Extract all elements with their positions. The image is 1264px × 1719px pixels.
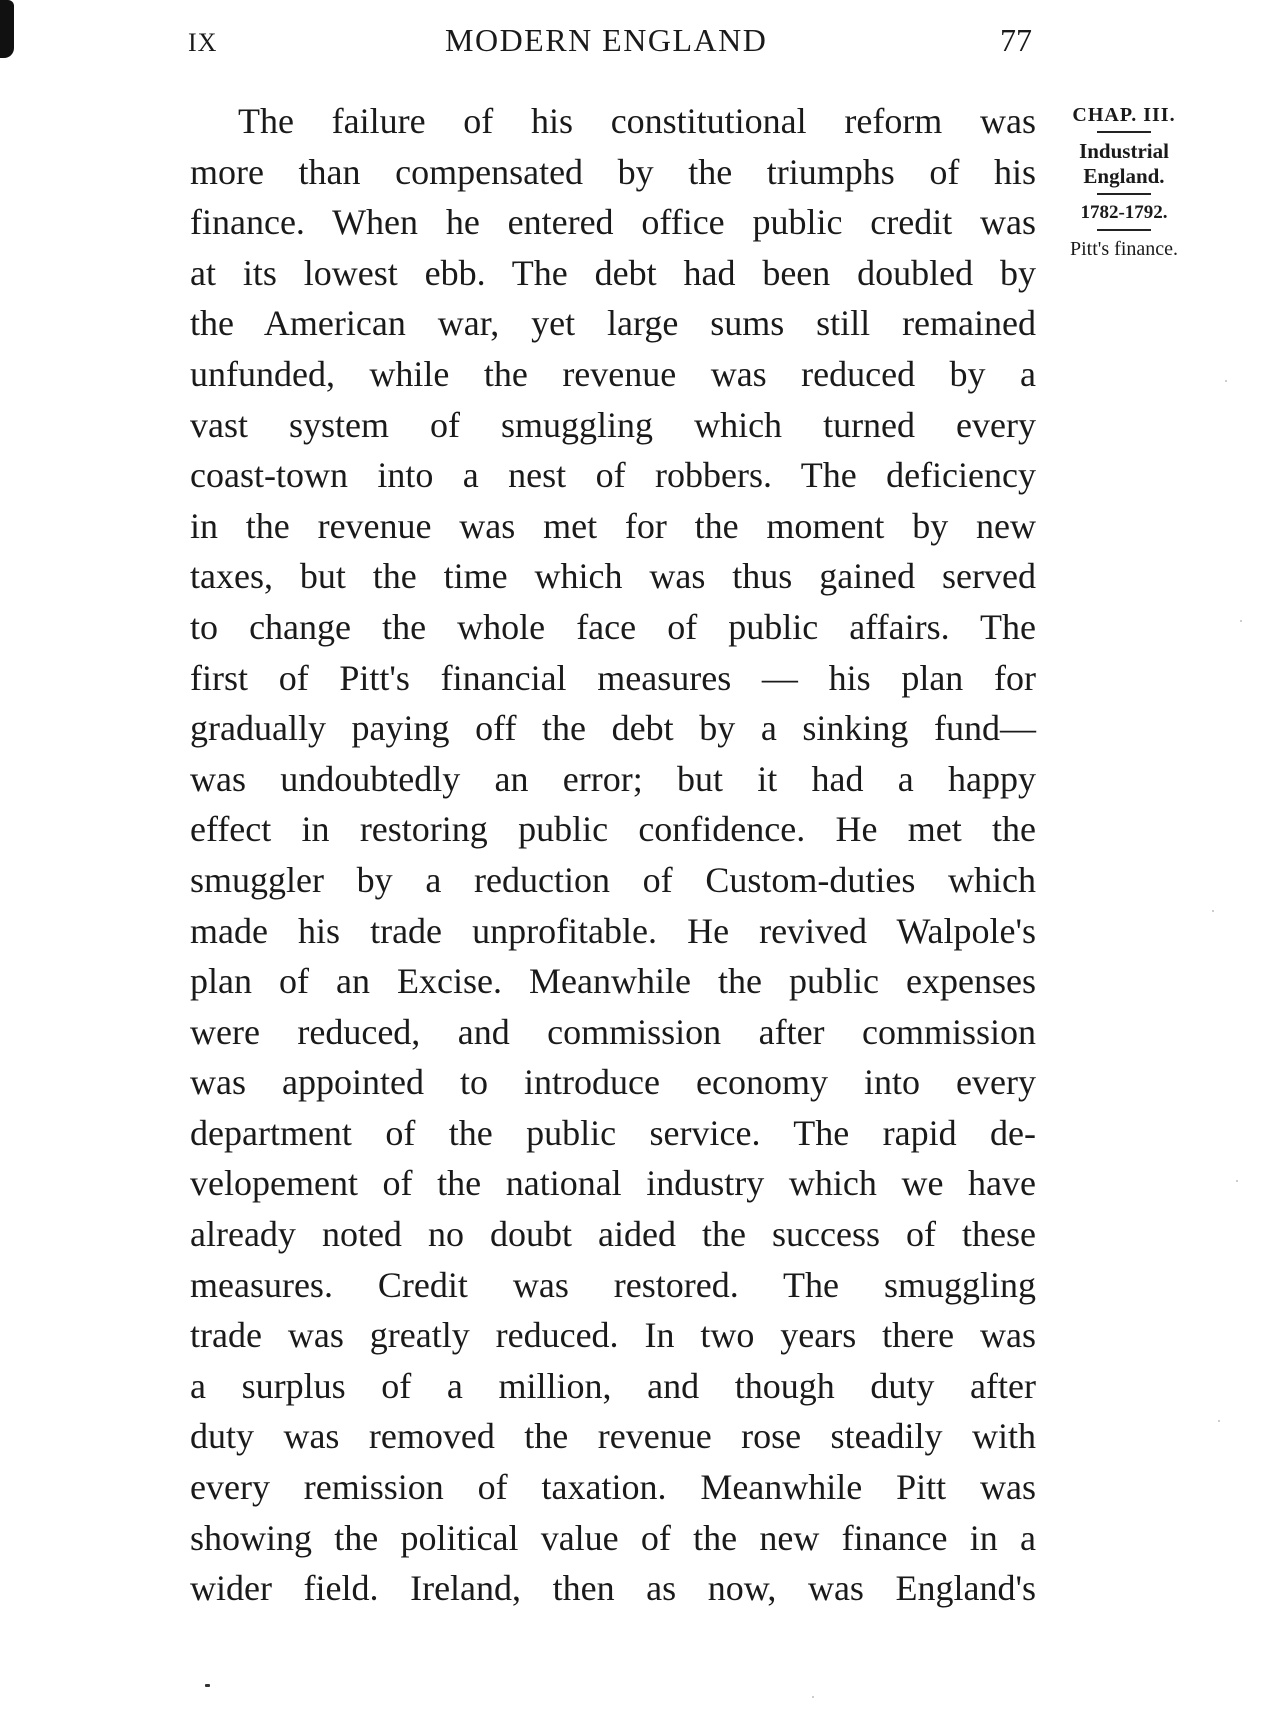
text-line: first of Pitt's financial measures — his plan for [190,657,1036,698]
text-line: trade was greatly reduced. In two years there was [190,1315,1036,1356]
text-line: coast-town into a nest of robbers. The deficiency [190,455,1036,496]
scan-speck [812,1696,814,1698]
scan-speck [205,1684,210,1687]
text-line: department of the public service. The rapid de- [190,1112,1036,1153]
text-line: unfunded, while the revenue was reduced by a [190,353,1036,394]
margin-topic: Pitt's finance. [1069,238,1179,260]
text-line: vast system of smuggling which turned every [190,404,1036,445]
scan-speck [1212,910,1214,912]
text-line: taxes, but the time which was thus gained served [190,556,1036,597]
scan-speck [1240,620,1242,622]
text-line: already noted no doubt aided the success of these [190,1214,1036,1255]
text-line: smuggler by a reduction of Custom-duties which [190,859,1036,900]
text-line: measures. Credit was restored. The smuggling [190,1264,1036,1305]
text-line: more than compensated by the triumphs of his [190,151,1036,192]
text-line: wider field. Ireland, then as now, was England's [190,1568,1036,1609]
margin-chapter: CHAP. III. [1072,104,1176,126]
text-line: was appointed to introduce economy into every [190,1062,1036,1103]
scan-speck [1236,1180,1238,1182]
scan-speck [1218,1420,1220,1422]
text-line: plan of an Excise. Meanwhile the public expenses [190,961,1036,1002]
margin-section: Industrial England. [1079,139,1169,188]
text-line: every remission of taxation. Meanwhile Pitt was [190,1467,1036,1508]
text-line: The failure of his constitutional reform was [238,101,1036,141]
page-header [0,22,1264,62]
text-line: velopement of the national industry which we have [190,1163,1036,1204]
margin-notes [1054,104,1194,261]
text-line: made his trade unprofitable. He revived Walpole's [190,910,1036,951]
page-number: 77 [1000,22,1032,58]
text-line: the American war, yet large sums still remained [190,303,1036,344]
margin-divider [1097,229,1151,231]
margin-divider [1097,131,1151,133]
text-line: finance. When he entered office public credit was [190,202,1036,243]
text-line: showing the political value of the new finance in a [190,1517,1036,1558]
margin-divider [1097,193,1151,195]
scan-speck [1225,380,1227,382]
text-line: in the revenue was met for the moment by new [190,505,1036,546]
text-line: was undoubtedly an error; but it had a happy [190,758,1036,799]
text-line: at its lowest ebb. The debt had been doubled by [190,252,1036,293]
body-text [190,96,1036,1614]
text-line: duty was removed the revenue rose steadily with [190,1416,1036,1457]
text-line: gradually paying off the debt by a sinking fund— [190,708,1036,749]
text-line: a surplus of a million, and though duty after [190,1365,1036,1406]
text-line: to change the whole face of public affairs. The [190,606,1036,647]
text-line: effect in restoring public confidence. He met the [190,809,1036,850]
running-title: MODERN ENGLAND [445,22,768,58]
text-line: were reduced, and commission after commission [190,1011,1036,1052]
margin-dates: 1782-1792. [1080,202,1168,223]
chapter-number: IX [188,28,218,57]
